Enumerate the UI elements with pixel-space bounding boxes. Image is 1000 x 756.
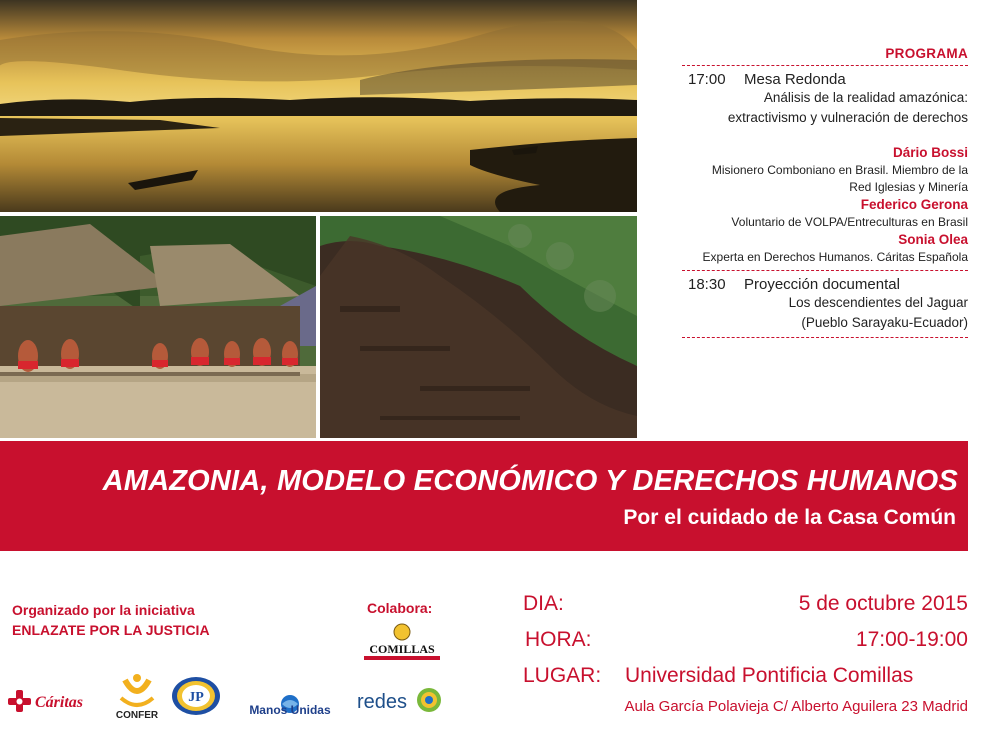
slot-2-desc-line-1: Los descendientes del Jaguar	[788, 295, 968, 310]
speaker-name: Sonia Olea	[898, 232, 968, 247]
comillas-logo	[361, 623, 443, 663]
program-slot-1	[688, 71, 968, 88]
title-banner	[0, 441, 968, 551]
caritas-logo	[8, 688, 108, 714]
caritas-wordmark: Cáritas	[35, 694, 84, 711]
speaker-federico-gerona	[676, 196, 968, 231]
justicia-paz-logo	[170, 675, 222, 717]
dashed-divider	[682, 337, 968, 338]
redes-logo	[355, 684, 445, 718]
manos-unidas-wordmark: Manos Unidas	[249, 703, 331, 717]
amazon-river-sunset-photo	[0, 0, 637, 212]
organizer-text	[12, 600, 210, 640]
venue-address: Aula García Polavieja C/ Alberto Aguilera 23 Madrid	[624, 698, 968, 715]
slot-1-desc-line-1: Análisis de la realidad amazónica:	[763, 90, 968, 105]
deforestation-aerial-photo	[320, 216, 637, 438]
program-panel	[676, 46, 968, 343]
program-title: PROGRAMA	[885, 46, 968, 61]
date-label: DIA:	[523, 592, 564, 615]
speaker-name: Dário Bossi	[892, 145, 968, 160]
slot-1-time: 17:00	[688, 71, 726, 88]
speaker-name: Federico Gerona	[860, 197, 968, 212]
slot-2-time: 18:30	[688, 276, 726, 293]
speaker-role-line-1: Voluntario de VOLPA/Entreculturas en Brasil	[731, 215, 968, 229]
date-value: 5 de octubre 2015	[798, 592, 968, 615]
slot-2-desc-line-2: (Pueblo Sarayaku-Ecuador)	[801, 315, 968, 330]
confer-logo	[111, 672, 163, 720]
time-label: HORA:	[525, 628, 592, 651]
dashed-divider	[682, 65, 968, 66]
manos-unidas-logo	[232, 692, 348, 718]
dashed-divider	[682, 270, 968, 271]
jp-wordmark: JP	[188, 690, 204, 705]
comillas-wordmark: COMILLAS	[369, 642, 435, 656]
organizer-line-2: ENLAZATE POR LA JUSTICIA	[12, 622, 210, 638]
indigenous-village-photo	[0, 216, 316, 438]
confer-wordmark: CONFER	[115, 710, 159, 720]
time-value: 17:00-19:00	[855, 628, 968, 651]
slot-2-title: Proyección documental	[744, 276, 900, 293]
collaborator-label: Colabora:	[367, 600, 433, 616]
speaker-sonia-olea	[676, 231, 968, 266]
speaker-role-line-1: Misionero Comboniano en Brasil. Miembro de la	[711, 163, 968, 177]
event-title: AMAZONIA, MODELO ECONÓMICO Y DERECHOS HUMANOS	[102, 465, 958, 497]
event-subtitle: Por el cuidado de la Casa Común	[623, 506, 956, 529]
slot-1-desc-line-2: extractivismo y vulneración de derechos	[727, 110, 968, 125]
program-slot-2	[688, 276, 968, 293]
organizer-line-1: Organizado por la iniciativa	[12, 602, 195, 618]
speaker-dario-bossi	[676, 144, 968, 196]
venue-label: LUGAR:	[523, 664, 602, 687]
slot-1-title: Mesa Redonda	[744, 71, 846, 88]
redes-wordmark: redes	[357, 691, 408, 713]
speaker-role-line-1: Experta en Derechos Humanos. Cáritas Española	[702, 250, 968, 264]
venue-value: Universidad Pontificia Comillas	[625, 664, 914, 687]
speaker-role-line-2: Red Iglesias y Minería	[849, 180, 968, 194]
